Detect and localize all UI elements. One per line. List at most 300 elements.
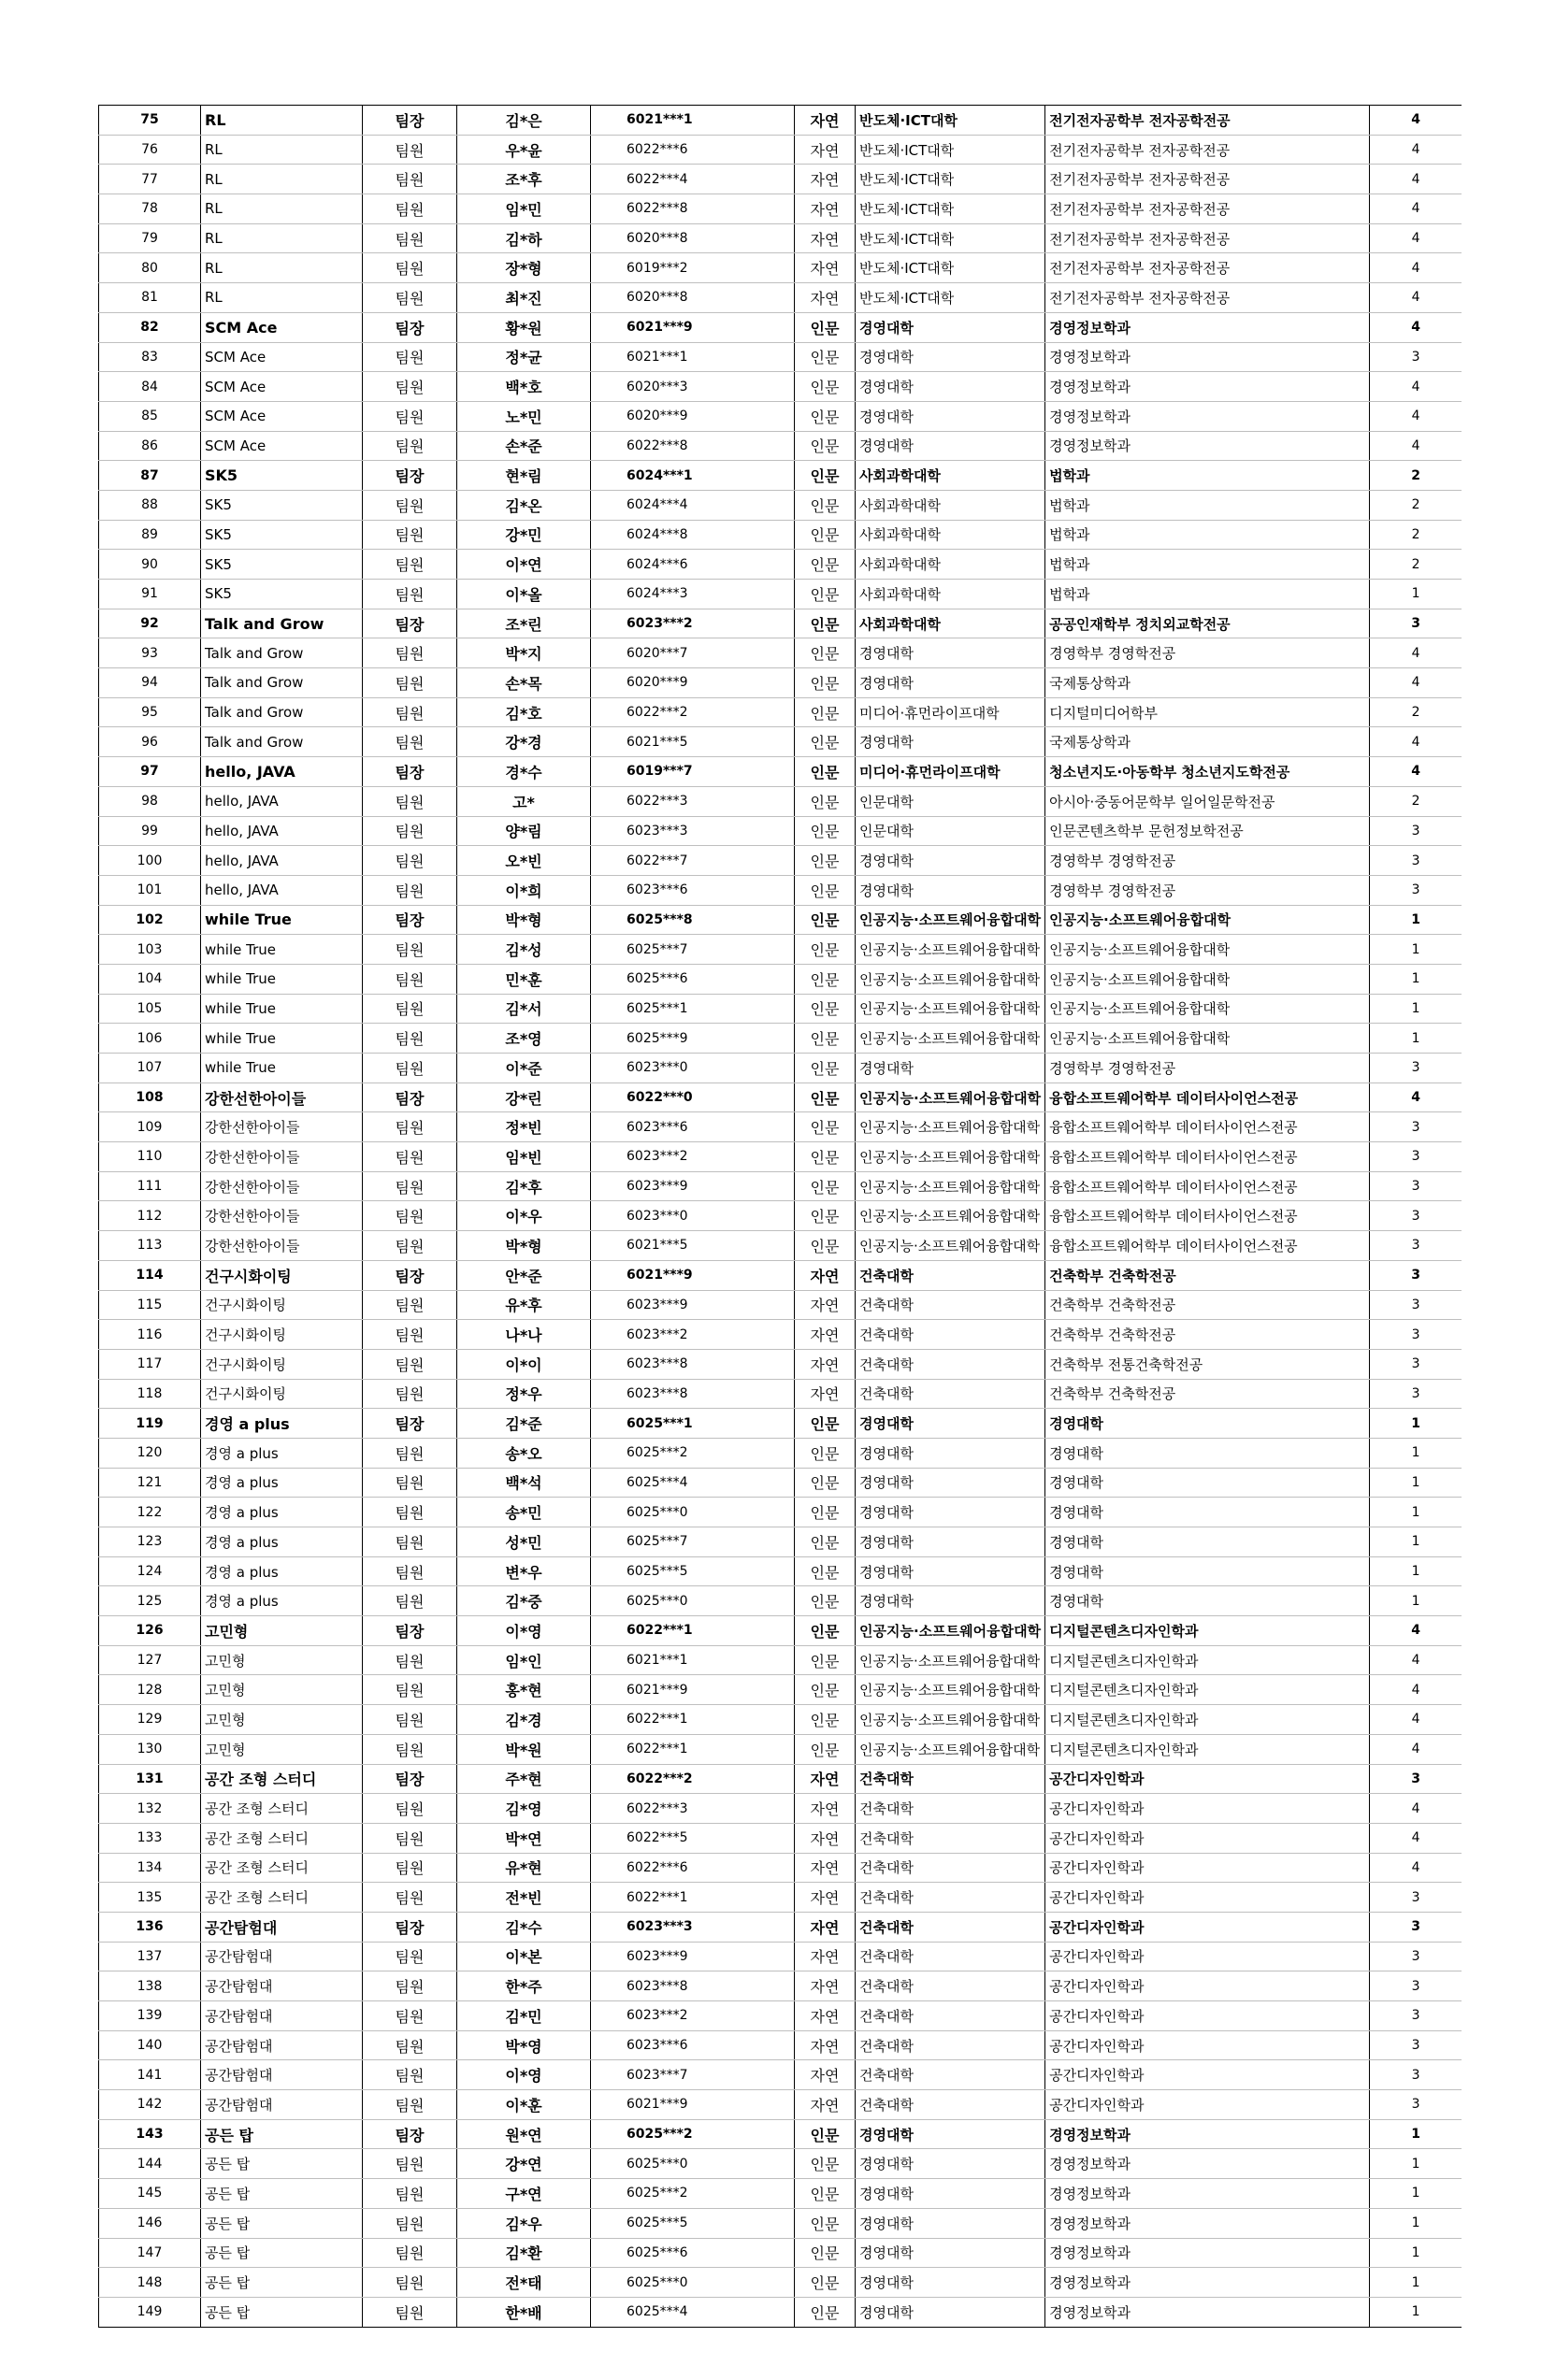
member-name-cell: 강*연 xyxy=(457,2149,591,2179)
field-cell: 인문 xyxy=(795,668,856,698)
team-name-cell: RL xyxy=(201,223,363,253)
table-row xyxy=(99,2119,1462,2149)
field-cell: 자연 xyxy=(795,2060,856,2090)
team-name-cell: 고민형 xyxy=(201,1734,363,1764)
year-cell: 2 xyxy=(1370,520,1462,550)
year-cell: 1 xyxy=(1370,2179,1462,2209)
role-cell: 팀원 xyxy=(363,2268,457,2298)
student-id-cell: 6022***8 xyxy=(591,431,795,461)
department-cell: 전기전자공학부 전자공학전공 xyxy=(1045,283,1370,313)
department-cell: 인공지능·소프트웨어융합대학 xyxy=(1045,935,1370,965)
row-number-cell: 117 xyxy=(99,1349,201,1379)
table-row xyxy=(99,2297,1462,2327)
student-id-cell: 6025***2 xyxy=(591,1438,795,1468)
role-cell: 팀원 xyxy=(363,727,457,757)
field-cell: 인문 xyxy=(795,1054,856,1083)
row-number-cell: 90 xyxy=(99,550,201,580)
field-cell: 인문 xyxy=(795,846,856,876)
student-id-cell: 6022***8 xyxy=(591,194,795,224)
role-cell: 팀원 xyxy=(363,1645,457,1675)
field-cell: 인문 xyxy=(795,905,856,935)
table-row xyxy=(99,2208,1462,2238)
student-id-cell: 6023***6 xyxy=(591,2030,795,2060)
row-number-cell: 125 xyxy=(99,1586,201,1616)
year-cell: 3 xyxy=(1370,875,1462,905)
table-row xyxy=(99,106,1462,136)
student-id-cell: 6023***0 xyxy=(591,1201,795,1231)
department-cell: 법학과 xyxy=(1045,580,1370,609)
field-cell: 인문 xyxy=(795,1675,856,1705)
department-cell: 국제통상학과 xyxy=(1045,727,1370,757)
role-cell: 팀장 xyxy=(363,461,457,491)
department-cell: 공간디자인학과 xyxy=(1045,2001,1370,2031)
team-name-cell: 고민형 xyxy=(201,1616,363,1646)
table-row xyxy=(99,2238,1462,2268)
field-cell: 자연 xyxy=(795,1290,856,1320)
team-name-cell: Talk and Grow xyxy=(201,668,363,698)
student-id-cell: 6025***9 xyxy=(591,1024,795,1054)
field-cell: 인문 xyxy=(795,401,856,431)
row-number-cell: 104 xyxy=(99,964,201,994)
year-cell: 4 xyxy=(1370,372,1462,402)
member-name-cell: 박*연 xyxy=(457,1823,591,1853)
role-cell: 팀원 xyxy=(363,668,457,698)
role-cell: 팀원 xyxy=(363,1231,457,1261)
student-id-cell: 6024***1 xyxy=(591,461,795,491)
year-cell: 3 xyxy=(1370,1764,1462,1794)
department-cell: 인공지능·소프트웨어융합대학 xyxy=(1045,994,1370,1024)
department-cell: 융합소프트웨어학부 데이터사이언스전공 xyxy=(1045,1142,1370,1172)
team-name-cell: Talk and Grow xyxy=(201,609,363,638)
team-name-cell: SK5 xyxy=(201,550,363,580)
field-cell: 인문 xyxy=(795,372,856,402)
student-id-cell: 6022***1 xyxy=(591,1883,795,1913)
department-cell: 아시아·중동어문학부 일어일문학전공 xyxy=(1045,786,1370,816)
member-name-cell: 경*수 xyxy=(457,757,591,787)
department-cell: 건축학부 건축학전공 xyxy=(1045,1320,1370,1350)
college-cell: 경영대학 xyxy=(856,1054,1045,1083)
role-cell: 팀원 xyxy=(363,135,457,165)
team-name-cell: while True xyxy=(201,935,363,965)
year-cell: 4 xyxy=(1370,1794,1462,1824)
college-cell: 미디어·휴먼라이프대학 xyxy=(856,757,1045,787)
year-cell: 1 xyxy=(1370,2268,1462,2298)
department-cell: 경영학부 경영학전공 xyxy=(1045,1054,1370,1083)
student-id-cell: 6022***4 xyxy=(591,165,795,194)
department-cell: 경영정보학과 xyxy=(1045,2238,1370,2268)
team-name-cell: 고민형 xyxy=(201,1705,363,1735)
table-row xyxy=(99,875,1462,905)
team-name-cell: 공간탐험대 xyxy=(201,2090,363,2120)
member-name-cell: 강*린 xyxy=(457,1082,591,1112)
year-cell: 3 xyxy=(1370,1349,1462,1379)
year-cell: 1 xyxy=(1370,994,1462,1024)
field-cell: 인문 xyxy=(795,2297,856,2327)
role-cell: 팀원 xyxy=(363,2090,457,2120)
year-cell: 4 xyxy=(1370,253,1462,283)
member-name-cell: 현*림 xyxy=(457,461,591,491)
member-name-cell: 임*민 xyxy=(457,194,591,224)
college-cell: 경영대학 xyxy=(856,638,1045,668)
member-name-cell: 정*빈 xyxy=(457,1112,591,1142)
field-cell: 인문 xyxy=(795,2149,856,2179)
year-cell: 1 xyxy=(1370,1409,1462,1439)
table-row xyxy=(99,1705,1462,1735)
member-name-cell: 이*이 xyxy=(457,1349,591,1379)
member-name-cell: 김*온 xyxy=(457,490,591,520)
team-name-cell: hello, JAVA xyxy=(201,757,363,787)
department-cell: 경영대학 xyxy=(1045,1468,1370,1498)
year-cell: 3 xyxy=(1370,609,1462,638)
department-cell: 경영대학 xyxy=(1045,1527,1370,1557)
row-number-cell: 111 xyxy=(99,1171,201,1201)
field-cell: 자연 xyxy=(795,1942,856,1971)
field-cell: 인문 xyxy=(795,609,856,638)
row-number-cell: 129 xyxy=(99,1705,201,1735)
department-cell: 융합소프트웨어학부 데이터사이언스전공 xyxy=(1045,1082,1370,1112)
team-name-cell: 강한선한아이들 xyxy=(201,1112,363,1142)
year-cell: 2 xyxy=(1370,490,1462,520)
row-number-cell: 140 xyxy=(99,2030,201,2060)
table-row xyxy=(99,1823,1462,1853)
member-name-cell: 이*본 xyxy=(457,1942,591,1971)
row-number-cell: 84 xyxy=(99,372,201,402)
year-cell: 4 xyxy=(1370,727,1462,757)
team-name-cell: SK5 xyxy=(201,580,363,609)
team-name-cell: 건구시화이팅 xyxy=(201,1260,363,1290)
member-name-cell: 손*목 xyxy=(457,668,591,698)
role-cell: 팀원 xyxy=(363,1883,457,1913)
role-cell: 팀원 xyxy=(363,1438,457,1468)
member-name-cell: 송*오 xyxy=(457,1438,591,1468)
department-cell: 경영대학 xyxy=(1045,1409,1370,1439)
table-row xyxy=(99,461,1462,491)
role-cell: 팀원 xyxy=(363,2208,457,2238)
member-name-cell: 이*영 xyxy=(457,1616,591,1646)
department-cell: 법학과 xyxy=(1045,520,1370,550)
table-row xyxy=(99,1616,1462,1646)
table-row xyxy=(99,757,1462,787)
team-name-cell: SCM Ace xyxy=(201,401,363,431)
student-id-cell: 6020***3 xyxy=(591,372,795,402)
team-name-cell: SK5 xyxy=(201,461,363,491)
field-cell: 인문 xyxy=(795,786,856,816)
table-row xyxy=(99,1054,1462,1083)
row-number-cell: 109 xyxy=(99,1112,201,1142)
college-cell: 건축대학 xyxy=(856,1794,1045,1824)
college-cell: 경영대학 xyxy=(856,727,1045,757)
field-cell: 자연 xyxy=(795,1794,856,1824)
year-cell: 1 xyxy=(1370,1586,1462,1616)
role-cell: 팀장 xyxy=(363,1260,457,1290)
year-cell: 1 xyxy=(1370,1556,1462,1586)
table-row xyxy=(99,490,1462,520)
field-cell: 인문 xyxy=(795,1171,856,1201)
team-name-cell: RL xyxy=(201,165,363,194)
row-number-cell: 93 xyxy=(99,638,201,668)
role-cell: 팀원 xyxy=(363,1498,457,1527)
department-cell: 공간디자인학과 xyxy=(1045,2090,1370,2120)
table-row xyxy=(99,1942,1462,1971)
student-id-cell: 6023***2 xyxy=(591,2001,795,2031)
college-cell: 사회과학대학 xyxy=(856,461,1045,491)
member-name-cell: 송*민 xyxy=(457,1498,591,1527)
college-cell: 반도체·ICT대학 xyxy=(856,223,1045,253)
department-cell: 경영대학 xyxy=(1045,1438,1370,1468)
team-name-cell: 공든 탑 xyxy=(201,2238,363,2268)
college-cell: 경영대학 xyxy=(856,2297,1045,2327)
row-number-cell: 106 xyxy=(99,1024,201,1054)
team-name-cell: 건구시화이팅 xyxy=(201,1290,363,1320)
member-name-cell: 박*형 xyxy=(457,1231,591,1261)
college-cell: 인공지능·소프트웨어융합대학 xyxy=(856,1171,1045,1201)
role-cell: 팀원 xyxy=(363,1675,457,1705)
field-cell: 자연 xyxy=(795,1853,856,1883)
team-name-cell: 고민형 xyxy=(201,1675,363,1705)
field-cell: 인문 xyxy=(795,1705,856,1735)
field-cell: 자연 xyxy=(795,194,856,224)
college-cell: 경영대학 xyxy=(856,431,1045,461)
role-cell: 팀원 xyxy=(363,1971,457,2001)
table-row xyxy=(99,1586,1462,1616)
member-name-cell: 노*민 xyxy=(457,401,591,431)
member-name-cell: 나*나 xyxy=(457,1320,591,1350)
student-id-cell: 6024***3 xyxy=(591,580,795,609)
row-number-cell: 101 xyxy=(99,875,201,905)
team-name-cell: 공든 탑 xyxy=(201,2297,363,2327)
table-row xyxy=(99,2001,1462,2031)
member-name-cell: 이*희 xyxy=(457,875,591,905)
table-row xyxy=(99,165,1462,194)
role-cell: 팀원 xyxy=(363,1942,457,1971)
team-name-cell: 공간탐험대 xyxy=(201,2001,363,2031)
student-id-cell: 6022***3 xyxy=(591,1794,795,1824)
member-name-cell: 김*중 xyxy=(457,1586,591,1616)
year-cell: 3 xyxy=(1370,1883,1462,1913)
year-cell: 4 xyxy=(1370,1705,1462,1735)
college-cell: 인공지능·소프트웨어융합대학 xyxy=(856,935,1045,965)
year-cell: 2 xyxy=(1370,697,1462,727)
department-cell: 공간디자인학과 xyxy=(1045,2030,1370,2060)
team-name-cell: 경영 a plus xyxy=(201,1409,363,1439)
student-id-cell: 6021***5 xyxy=(591,1231,795,1261)
role-cell: 팀장 xyxy=(363,757,457,787)
row-number-cell: 131 xyxy=(99,1764,201,1794)
member-name-cell: 성*민 xyxy=(457,1527,591,1557)
year-cell: 4 xyxy=(1370,431,1462,461)
role-cell: 팀원 xyxy=(363,1556,457,1586)
student-id-cell: 6020***9 xyxy=(591,401,795,431)
role-cell: 팀원 xyxy=(363,846,457,876)
roster-body xyxy=(99,106,1462,2328)
table-row xyxy=(99,1379,1462,1409)
department-cell: 전기전자공학부 전자공학전공 xyxy=(1045,194,1370,224)
department-cell: 전기전자공학부 전자공학전공 xyxy=(1045,135,1370,165)
team-name-cell: 건구시화이팅 xyxy=(201,1379,363,1409)
team-name-cell: 고민형 xyxy=(201,1645,363,1675)
role-cell: 팀장 xyxy=(363,312,457,342)
year-cell: 2 xyxy=(1370,550,1462,580)
table-row xyxy=(99,1883,1462,1913)
field-cell: 인문 xyxy=(795,1024,856,1054)
team-name-cell: while True xyxy=(201,1054,363,1083)
member-name-cell: 조*린 xyxy=(457,609,591,638)
year-cell: 3 xyxy=(1370,1054,1462,1083)
row-number-cell: 81 xyxy=(99,283,201,313)
student-id-cell: 6022***0 xyxy=(591,1082,795,1112)
student-id-cell: 6022***1 xyxy=(591,1616,795,1646)
row-number-cell: 148 xyxy=(99,2268,201,2298)
row-number-cell: 132 xyxy=(99,1794,201,1824)
role-cell: 팀장 xyxy=(363,106,457,136)
team-name-cell: 건구시화이팅 xyxy=(201,1349,363,1379)
department-cell: 건축학부 건축학전공 xyxy=(1045,1379,1370,1409)
row-number-cell: 138 xyxy=(99,1971,201,2001)
member-name-cell: 김*우 xyxy=(457,2208,591,2238)
field-cell: 인문 xyxy=(795,520,856,550)
field-cell: 인문 xyxy=(795,1556,856,1586)
member-name-cell: 백*석 xyxy=(457,1468,591,1498)
college-cell: 경영대학 xyxy=(856,2208,1045,2238)
row-number-cell: 82 xyxy=(99,312,201,342)
table-row xyxy=(99,964,1462,994)
department-cell: 경영학부 경영학전공 xyxy=(1045,875,1370,905)
college-cell: 인문대학 xyxy=(856,786,1045,816)
table-row xyxy=(99,1349,1462,1379)
role-cell: 팀원 xyxy=(363,283,457,313)
department-cell: 건축학부 건축학전공 xyxy=(1045,1290,1370,1320)
year-cell: 4 xyxy=(1370,1734,1462,1764)
college-cell: 사회과학대학 xyxy=(856,490,1045,520)
table-row xyxy=(99,727,1462,757)
row-number-cell: 123 xyxy=(99,1527,201,1557)
team-name-cell: 경영 a plus xyxy=(201,1438,363,1468)
role-cell: 팀원 xyxy=(363,2060,457,2090)
row-number-cell: 147 xyxy=(99,2238,201,2268)
team-name-cell: RL xyxy=(201,253,363,283)
department-cell: 인공지능·소프트웨어융합대학 xyxy=(1045,1024,1370,1054)
college-cell: 경영대학 xyxy=(856,2119,1045,2149)
row-number-cell: 88 xyxy=(99,490,201,520)
student-id-cell: 6023***2 xyxy=(591,1320,795,1350)
student-id-cell: 6022***1 xyxy=(591,1705,795,1735)
member-name-cell: 유*후 xyxy=(457,1290,591,1320)
table-row xyxy=(99,1201,1462,1231)
table-row xyxy=(99,1645,1462,1675)
team-name-cell: SK5 xyxy=(201,490,363,520)
year-cell: 1 xyxy=(1370,2149,1462,2179)
role-cell: 팀원 xyxy=(363,223,457,253)
team-name-cell: RL xyxy=(201,283,363,313)
year-cell: 2 xyxy=(1370,786,1462,816)
college-cell: 사회과학대학 xyxy=(856,550,1045,580)
team-name-cell: SK5 xyxy=(201,520,363,550)
field-cell: 자연 xyxy=(795,253,856,283)
member-name-cell: 김*은 xyxy=(457,106,591,136)
year-cell: 4 xyxy=(1370,401,1462,431)
field-cell: 자연 xyxy=(795,283,856,313)
department-cell: 융합소프트웨어학부 데이터사이언스전공 xyxy=(1045,1231,1370,1261)
team-name-cell: hello, JAVA xyxy=(201,786,363,816)
field-cell: 인문 xyxy=(795,490,856,520)
department-cell: 경영대학 xyxy=(1045,1556,1370,1586)
year-cell: 3 xyxy=(1370,1942,1462,1971)
team-name-cell: 경영 a plus xyxy=(201,1498,363,1527)
member-name-cell: 이*연 xyxy=(457,550,591,580)
role-cell: 팀원 xyxy=(363,1054,457,1083)
team-name-cell: 공든 탑 xyxy=(201,2208,363,2238)
student-id-cell: 6022***7 xyxy=(591,846,795,876)
team-name-cell: hello, JAVA xyxy=(201,846,363,876)
student-id-cell: 6023***7 xyxy=(591,2060,795,2090)
department-cell: 융합소프트웨어학부 데이터사이언스전공 xyxy=(1045,1112,1370,1142)
college-cell: 건축대학 xyxy=(856,1912,1045,1942)
role-cell: 팀원 xyxy=(363,401,457,431)
table-row xyxy=(99,1231,1462,1261)
member-name-cell: 이*우 xyxy=(457,1201,591,1231)
year-cell: 3 xyxy=(1370,1201,1462,1231)
member-name-cell: 박*원 xyxy=(457,1734,591,1764)
student-id-cell: 6023***2 xyxy=(591,609,795,638)
student-id-cell: 6025***0 xyxy=(591,2149,795,2179)
department-cell: 디지털콘텐츠디자인학과 xyxy=(1045,1645,1370,1675)
team-name-cell: 공간 조형 스터디 xyxy=(201,1764,363,1794)
student-id-cell: 6022***2 xyxy=(591,697,795,727)
row-number-cell: 126 xyxy=(99,1616,201,1646)
college-cell: 반도체·ICT대학 xyxy=(856,106,1045,136)
student-id-cell: 6019***7 xyxy=(591,757,795,787)
year-cell: 1 xyxy=(1370,2119,1462,2149)
field-cell: 인문 xyxy=(795,1409,856,1439)
college-cell: 건축대학 xyxy=(856,1971,1045,2001)
row-number-cell: 87 xyxy=(99,461,201,491)
team-name-cell: SCM Ace xyxy=(201,431,363,461)
college-cell: 경영대학 xyxy=(856,401,1045,431)
member-name-cell: 전*빈 xyxy=(457,1883,591,1913)
college-cell: 인공지능·소프트웨어융합대학 xyxy=(856,1645,1045,1675)
college-cell: 건축대학 xyxy=(856,1290,1045,1320)
role-cell: 팀장 xyxy=(363,609,457,638)
role-cell: 팀원 xyxy=(363,1823,457,1853)
role-cell: 팀원 xyxy=(363,520,457,550)
college-cell: 건축대학 xyxy=(856,1823,1045,1853)
college-cell: 인공지능·소프트웨어융합대학 xyxy=(856,1201,1045,1231)
college-cell: 건축대학 xyxy=(856,2001,1045,2031)
department-cell: 경영정보학과 xyxy=(1045,342,1370,372)
year-cell: 4 xyxy=(1370,1616,1462,1646)
student-id-cell: 6020***7 xyxy=(591,638,795,668)
row-number-cell: 75 xyxy=(99,106,201,136)
role-cell: 팀장 xyxy=(363,1082,457,1112)
year-cell: 3 xyxy=(1370,1912,1462,1942)
table-row xyxy=(99,2060,1462,2090)
team-name-cell: while True xyxy=(201,1024,363,1054)
field-cell: 자연 xyxy=(795,1764,856,1794)
table-row xyxy=(99,1409,1462,1439)
college-cell: 인공지능·소프트웨어융합대학 xyxy=(856,964,1045,994)
role-cell: 팀원 xyxy=(363,2030,457,2060)
student-id-cell: 6023***8 xyxy=(591,1349,795,1379)
team-name-cell: RL xyxy=(201,194,363,224)
table-row xyxy=(99,550,1462,580)
department-cell: 경영정보학과 xyxy=(1045,372,1370,402)
team-name-cell: 공간탐험대 xyxy=(201,1942,363,1971)
college-cell: 반도체·ICT대학 xyxy=(856,165,1045,194)
team-name-cell: 강한선한아이들 xyxy=(201,1142,363,1172)
member-name-cell: 박*지 xyxy=(457,638,591,668)
department-cell: 법학과 xyxy=(1045,550,1370,580)
table-row xyxy=(99,372,1462,402)
